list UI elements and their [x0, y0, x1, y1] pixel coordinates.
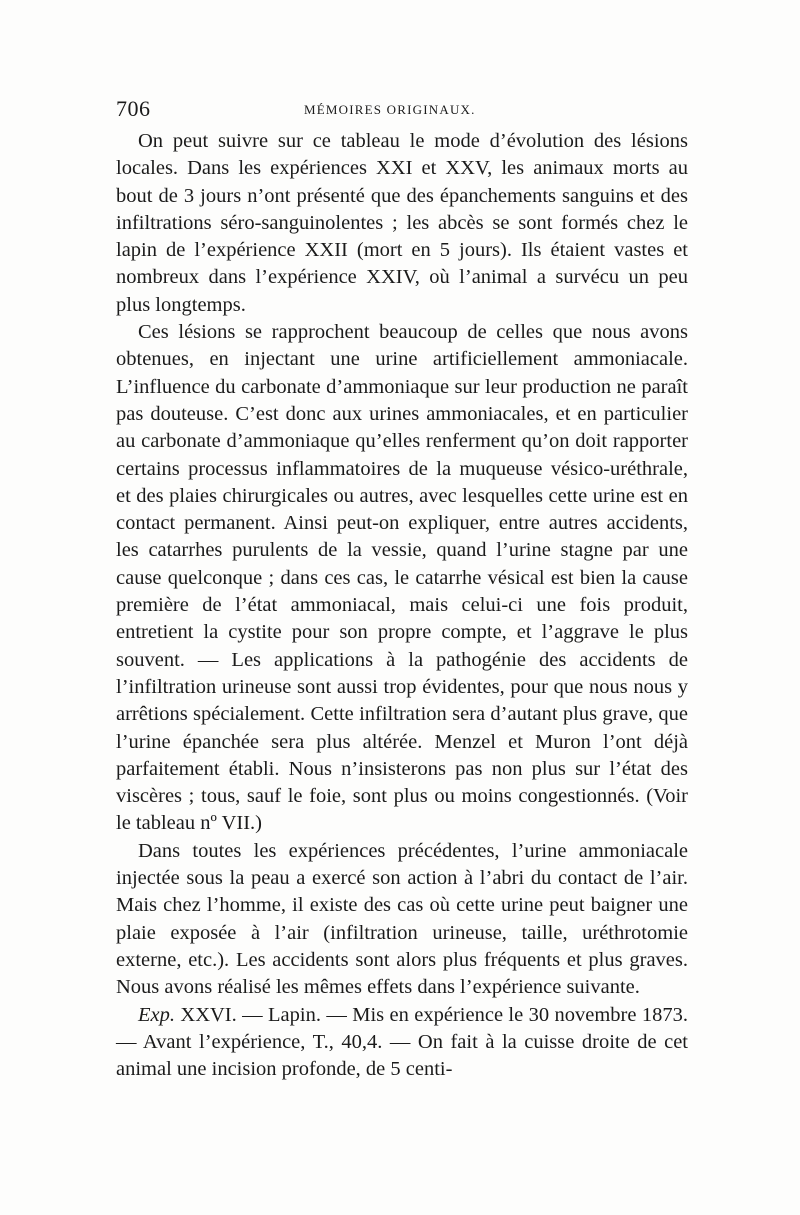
paragraph-evolution-lesions: On peut suivre sur ce tableau le mode d’évolution des lésions locales. Dans les expériences XXI et XXV, les animaux morts au bout de 3 jours n’ont présenté que des épanchements sanguins et des infiltrations séro-sanguinolentes ; les abcès se sont formés chez le lapin de l’expérience XXII (mort en 5 jours). Ils étaient vastes et nombreux dans l’expérience XXIV, où l’animal a survécu un peu plus longtemps. [116, 130, 688, 316]
paragraph-air-exposure: Dans toutes les expériences précédentes, l’urine ammoniacale injectée sous la peau a exercé son action à l’abri du contact de l’air. Mais chez l’homme, il existe des cas où cette urine peut baigner une plaie exposée à l’air (infiltration urineuse, taille, uréthrotomie externe, etc.). Les accidents sont alors plus fréquents et plus graves. Nous avons réalisé les mêmes effets dans l’expérience suivante. [116, 839, 688, 999]
page-header [116, 96, 696, 128]
running-head: MÉMOIRES ORIGINAUX. [304, 102, 476, 117]
paragraph-ammoniacal-lesions: Ces lésions se rapprochent beaucoup de celles que nous avons obtenues, en injectant une urine artificiellement ammoniacale. L’influence du carbonate d’ammoniaque sur leur production ne paraît pas douteuse. C’est donc aux urines ammoniacales, et en particulier au carbonate d’ammoniaque qu’elles renferment qu’on doit rapporter certains processus inflammatoires de la muqueuse vésico-uréthrale, et des plaies chirurgicales ou autres, avec lesquelles cette urine est en contact permanent. Ainsi peut-on expliquer, entre autres accidents, les catarrhes purulents de la vessie, quand l’urine stagne par une cause quelconque ; dans ces cas, le catarrhe vésical est bien la cause première de l’état ammoniacal, mais celui-ci une fois produit, entretient la cystite pour son propre compte, et l’aggrave le plus souvent. — Les applications à la pathogénie des accidents de l’infiltration urineuse sont aussi trop évidentes, pour que nous nous y arrêtions spécialement. Cette infiltration sera d’autant plus grave, que l’urine épanchée sera plus altérée. Menzel et Muron l’ont déjà parfaitement établi. Nous n’insisterons pas non plus sur l’état des viscères ; tous, sauf le foie, sont plus ou moins congestionnés. (Voir le tableau nº VII.) [116, 321, 688, 835]
experiment-label: Exp. [138, 1003, 175, 1026]
body-text [116, 128, 688, 1083]
page-number: 706 [116, 96, 151, 121]
paragraph-experiment-xxvi [116, 1002, 688, 1084]
experiment-text: XXVI. — Lapin. — Mis en expérience le 30 novembre 1873. — Avant l’expérience, T., 40,4. — On fait à la cuisse droite de cet animal une incision profonde, de 5 centi- [116, 1003, 688, 1081]
